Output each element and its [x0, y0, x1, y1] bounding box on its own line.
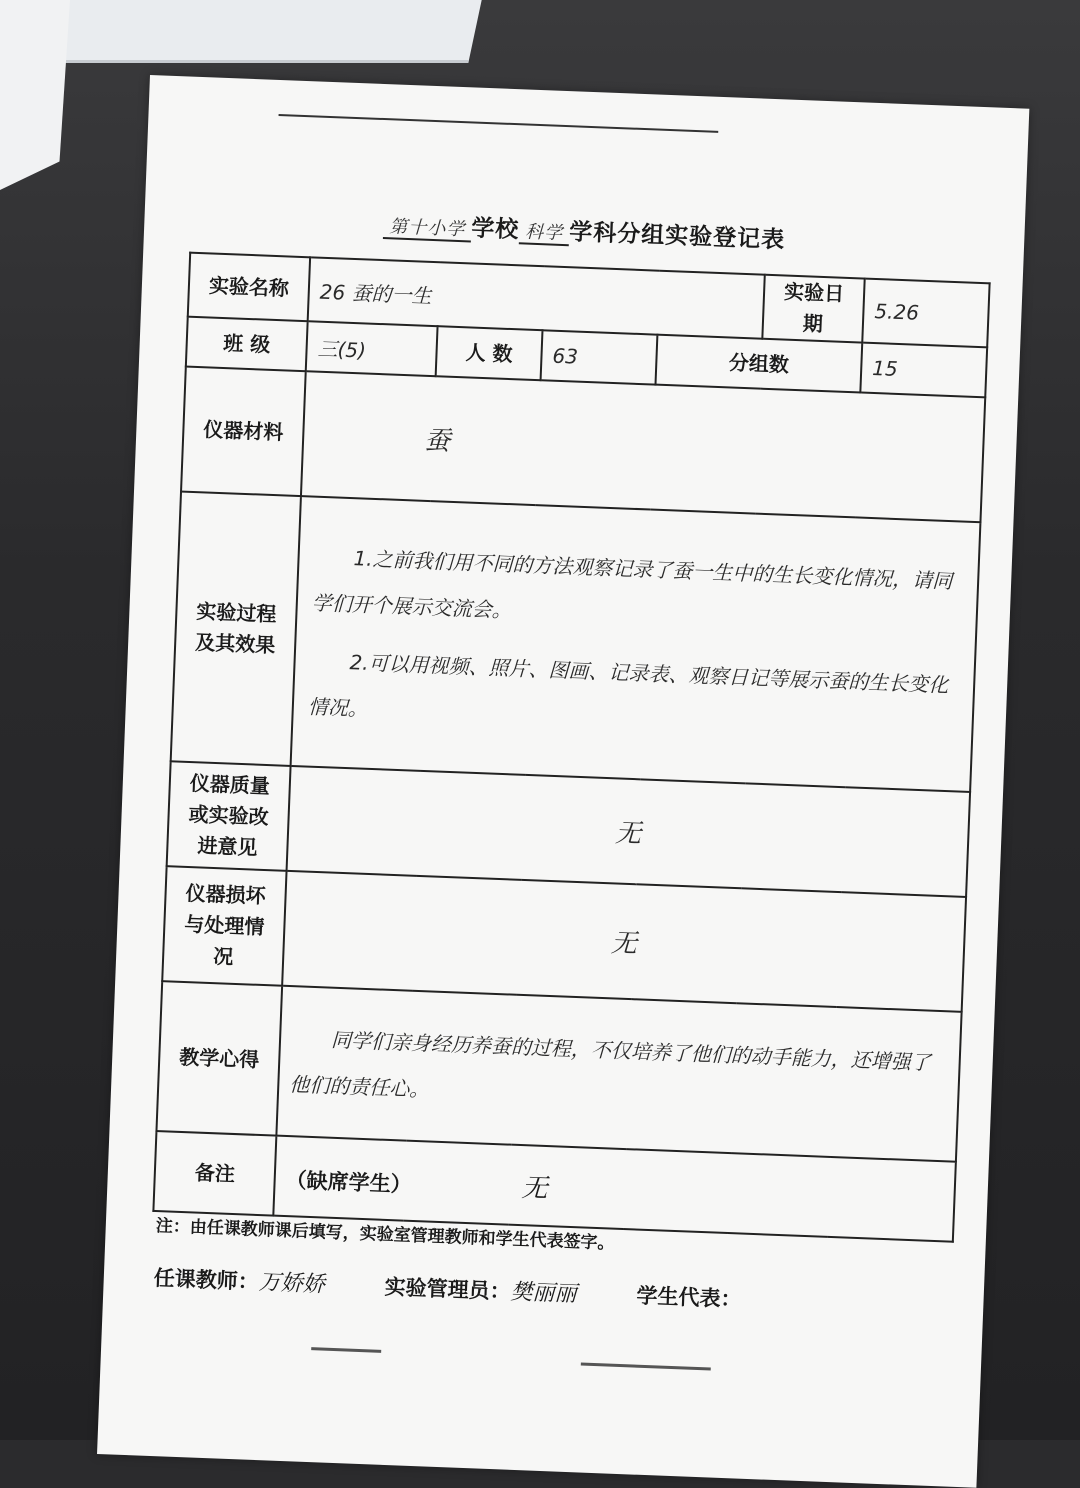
reflection-label: 教学心得	[156, 981, 282, 1135]
teacher-name: 万娇娇	[258, 1270, 326, 1298]
groups-label: 分组数	[655, 335, 862, 393]
groups-value: 15	[860, 343, 987, 398]
damage-label: 仪器损坏与处理情况	[162, 866, 286, 986]
materials-value: 蚕	[301, 371, 985, 522]
print-smudge	[311, 1347, 381, 1353]
experiment-table	[152, 252, 990, 1243]
registration-form-sheet	[97, 75, 1029, 1488]
remark-label: 备注	[153, 1131, 276, 1216]
top-rule-line	[279, 114, 719, 133]
admin-signature	[384, 1270, 577, 1308]
admin-name: 樊丽丽	[510, 1279, 578, 1308]
subject-name: 科学	[519, 221, 570, 246]
background-paper-stack	[48, 0, 481, 63]
school-name: 第十小学	[383, 216, 472, 242]
row-reflection	[156, 981, 961, 1162]
experiment-date-label: 实验日期	[762, 275, 864, 343]
process-cell	[291, 496, 981, 792]
class-value: 三(5)	[306, 321, 438, 376]
process-label: 实验过程及其效果	[171, 491, 301, 765]
absent-students-label: （缺席学生）	[285, 1166, 413, 1197]
teacher-label: 任课教师：	[153, 1265, 260, 1295]
print-smudge	[581, 1362, 711, 1370]
student-signature	[636, 1280, 742, 1315]
quality-label: 仪器质量或实验改进意见	[167, 761, 291, 871]
experiment-date-value: 5.26	[862, 279, 989, 348]
experiment-name-value: 26 蚕的一生	[308, 257, 765, 338]
process-line-1: 1.之前我们用不同的方法观察记录了蚕一生中的生长变化情况，请同学们开个展示交流会。	[311, 546, 953, 623]
count-value: 63	[541, 330, 658, 384]
teacher-signature	[153, 1261, 325, 1299]
experiment-name-label: 实验名称	[188, 253, 310, 322]
student-label: 学生代表：	[636, 1282, 742, 1312]
signature-line	[153, 1261, 954, 1323]
damage-value: 无	[282, 871, 966, 1012]
form-title	[144, 197, 1025, 264]
count-label: 人 数	[436, 326, 543, 380]
footnote: 注：由任课教师课后填写，实验室管理教师和学生代表签字。	[155, 1216, 615, 1254]
quality-value: 无	[287, 766, 971, 897]
reflection-value: 同学们亲身经历养蚕的过程，不仅培养了他们的动手能力，还增强了他们的责任心。	[276, 986, 961, 1162]
process-line-2: 2.可以用视频、照片、图画、记录表、观察日记等展示蚕的生长变化情况。	[307, 650, 949, 721]
admin-label: 实验管理员：	[384, 1273, 512, 1304]
class-label: 班 级	[186, 317, 308, 372]
background-paper-corner	[0, 0, 70, 190]
row-process	[171, 491, 981, 792]
remark-value: 无	[520, 1172, 549, 1204]
materials-label: 仪器材料	[181, 367, 306, 497]
school-suffix: 学校	[470, 214, 520, 244]
title-rest: 学科分组实验登记表	[568, 218, 786, 254]
